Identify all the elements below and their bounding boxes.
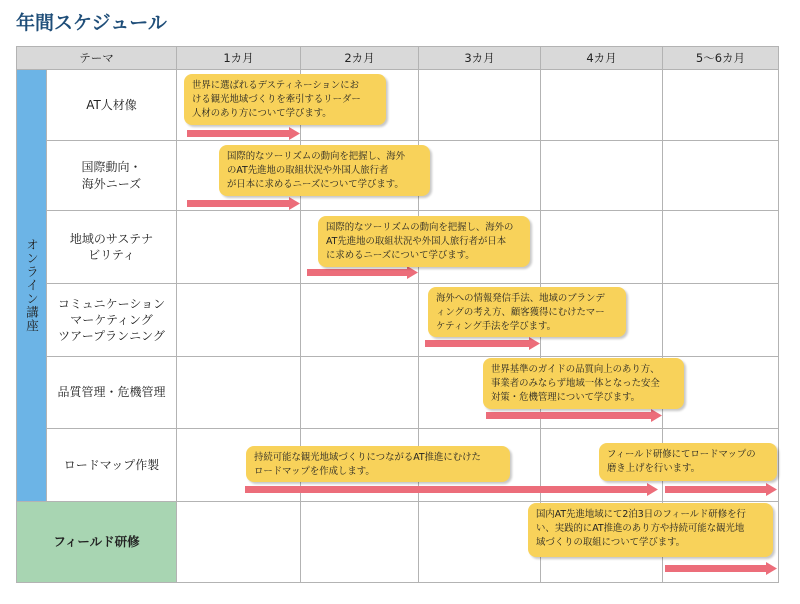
row-label-text: 品質管理・危機管理	[57, 385, 166, 400]
month-header-5-6: 5〜6カ月	[663, 47, 778, 69]
row-label-international-trends	[47, 141, 176, 210]
field-training-label: フィールド研修	[53, 533, 140, 549]
month-header-2: 2カ月	[301, 47, 418, 69]
note-international-trends: 国際的なツーリズムの動向を把握し、海外 のAT先進地の取組状況や外国人旅行者 が日本に求めるニーズについて学びます。	[219, 145, 430, 196]
note-roadmap-refine: フィールド研修にてロードマップの 磨き上げを行います。	[599, 443, 777, 481]
note-roadmap: 持続可能な観光地域づくりにつながるAT推進にむけた ロードマップを作成します。	[246, 446, 510, 482]
month-header-4: 4カ月	[541, 47, 662, 69]
theme-header: テーマ	[17, 47, 176, 69]
note-field-training: 国内AT先進地域にて2泊3日のフィールド研修を行 い、実践的にAT推進のあり方や持続可能な観光地 域づくりの取組について学びます。	[528, 503, 773, 557]
note-at-talent: 世界に選ばれるデスティネーションにお ける観光地域づくりを牽引するリーダー 人材のあり方について学びます。	[184, 74, 386, 125]
row-label-roadmap	[47, 429, 176, 501]
month-header-3: 3カ月	[419, 47, 540, 69]
row-label-communication-marketing	[47, 284, 176, 356]
page-title: 年間スケジュール	[16, 12, 167, 34]
note-quality-risk: 世界基準のガイドの品質向上のあり方、 事業者のみならず地域一体となった安全 対策・危機管理について学びます。	[483, 358, 684, 409]
month-header-1: 1カ月	[177, 47, 300, 69]
row-label-quality-risk	[47, 357, 176, 428]
row-label-text: 地域のサステナ ビリティ	[69, 231, 154, 262]
note-sustainability: 国際的なツーリズムの動向を把握し、海外の AT先進地の取組状況や外国人旅行者が日本 に求めるニーズについて学びます。	[318, 216, 530, 267]
field-training-band	[17, 502, 176, 582]
note-communication-marketing: 海外への情報発信手法、地域のブランデ ィングの考え方、顧客獲得にむけたマー ケティング手法を学びます。	[428, 287, 626, 337]
row-label-at-talent	[47, 70, 176, 140]
row-label-text: ロードマップ作製	[63, 457, 160, 472]
online-course-label: オンライン講座	[24, 238, 40, 333]
row-label-text: AT人材像	[86, 97, 137, 112]
row-label-sustainability	[47, 211, 176, 283]
online-course-band	[17, 70, 46, 501]
row-label-text: 国際動向・ 海外ニーズ	[81, 160, 142, 191]
row-label-text: コミュニケーション マーケティング ツアープランニング	[57, 296, 166, 344]
